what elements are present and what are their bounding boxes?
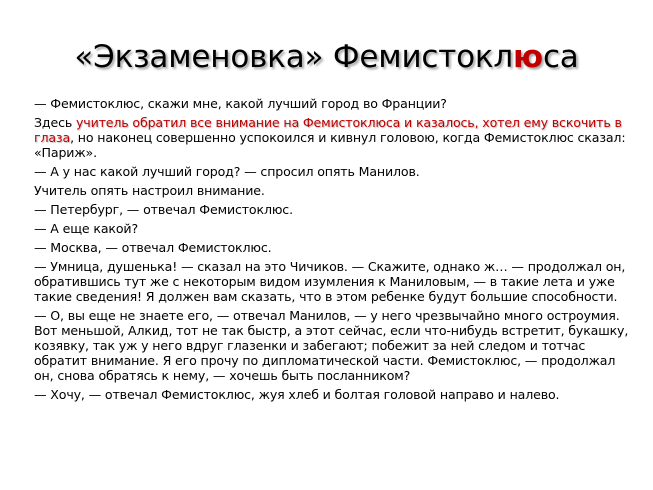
slide-body-text	[34, 96, 634, 406]
highlighted-phrase: учитель обратил все внимание на Фемистоклюса и казалось, хотел ему вскочить в глаза	[34, 115, 622, 145]
paragraph-8: — Умница, душенька! — сказал на это Чичиков. — Скажите, однако ж… — продолжал он, обратившись тут же с некоторым видом изумления к Маниловым, — в такие лета и уже такие сведения! Я должен вам сказать, что в этом ребенке будут большие способности.	[34, 259, 626, 304]
paragraph-2-intro: Здесь	[34, 115, 76, 130]
paragraph-2	[34, 115, 634, 160]
paragraph-2-rest: , но наконец совершенно успокоился и кивнул головою, когда Фемистоклюс сказал: «Париж».	[34, 130, 626, 160]
slide-title-main: «Экзаменовка» Фемистокл	[74, 39, 514, 75]
paragraph-5: — Петербург, — отвечал Фемистоклюс.	[34, 202, 293, 217]
slide-title	[0, 35, 653, 79]
slide-title-highlighted-letter: ю	[513, 39, 543, 75]
paragraph-7: — Москва, — отвечал Фемистоклюс.	[34, 240, 272, 255]
paragraph-10: — Хочу, — отвечал Фемистоклюс, жуя хлеб и болтая головой направо и налево.	[34, 387, 560, 402]
paragraph-1: — Фемистоклюс, скажи мне, какой лучший город во Франции?	[34, 96, 447, 111]
paragraph-9: — О, вы еще не знаете его, — отвечал Манилов, — у него чрезвычайно много остроумия. Вот меньшой, Алкид, тот не так быстр, а этот сейчас, если что-нибудь встретит, букашку, козявку, так уж у него вдруг глазенки и забегают; побежит за ней следом и тотчас обратит внимание. Я его прочу по дипломатической части. Фемистоклюс, — продолжал он, снова обратясь к нему, — хочешь быть посланником?	[34, 308, 629, 383]
slide-title-ending: са	[542, 39, 579, 75]
paragraph-4: Учитель опять настроил внимание.	[34, 183, 265, 198]
paragraph-3: — А у нас какой лучший город? — спросил опять Манилов.	[34, 164, 420, 179]
paragraph-6: — А еще какой?	[34, 221, 138, 236]
